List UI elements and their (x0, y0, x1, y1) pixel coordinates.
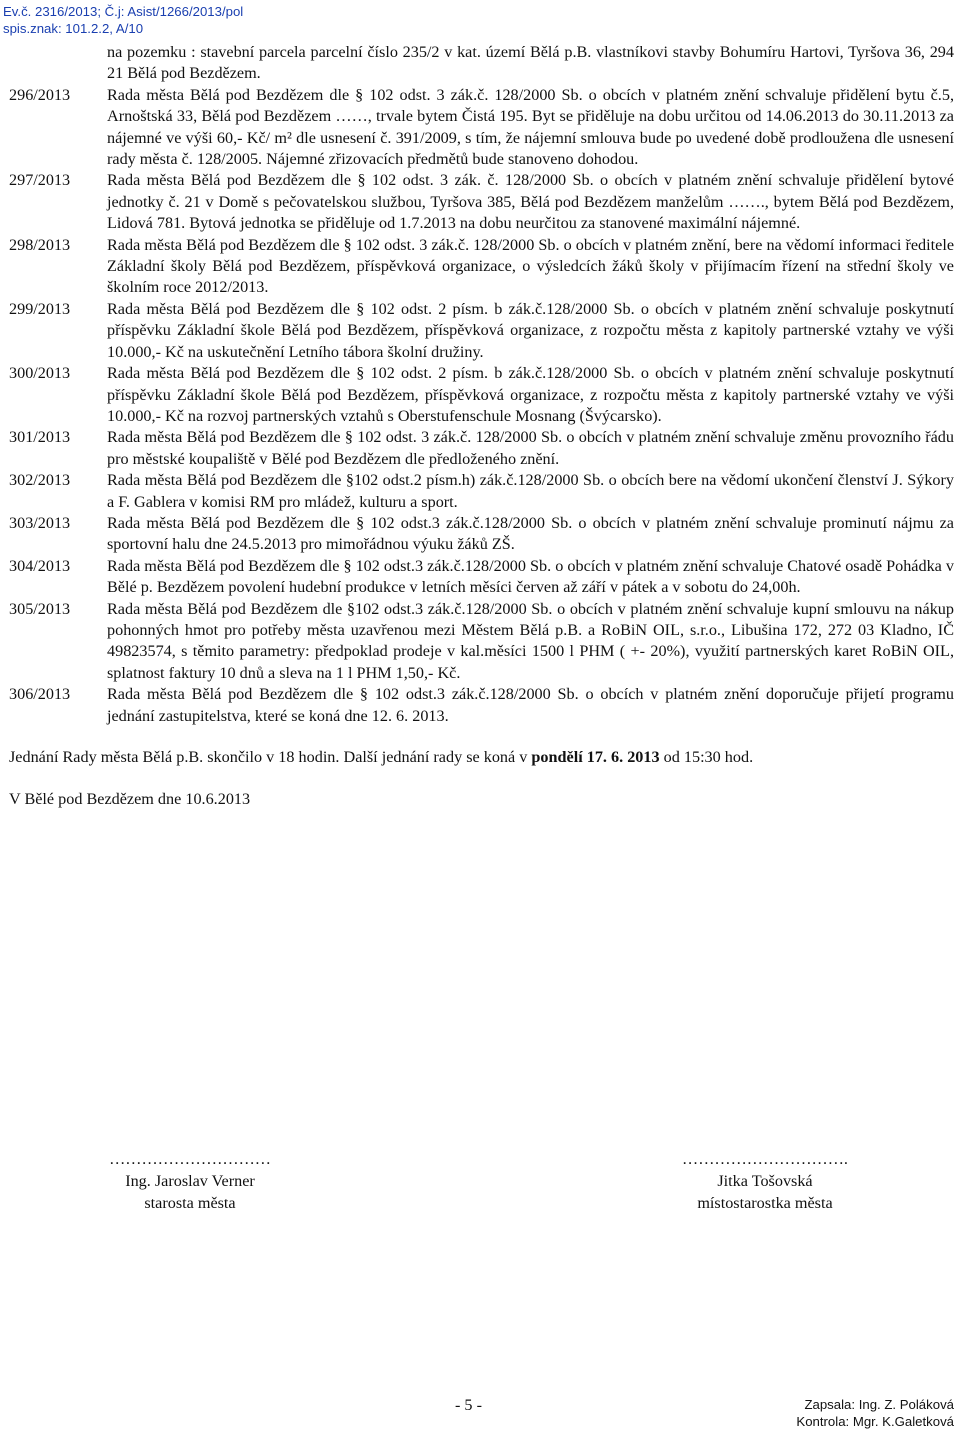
resolution-text: Rada města Bělá pod Bezdězem dle § 102 odst. 3 zák.č. 128/2000 Sb. o obcích v platném znění, bere na vědomí informaci ředitele Základní školy Bělá pod Bezdězem, příspěvková organizace, o výsledcích žáků školy v přijímacím řízení na střední školy ve školním roce 2012/2013. (107, 235, 954, 297)
resolution-item (9, 363, 954, 427)
meeting-closing-note (9, 747, 954, 768)
signatory-name: Jitka Tošovská (717, 1172, 813, 1190)
resolution-item (9, 513, 954, 556)
closing-text: Jednání Rady města Bělá p.B. skončilo v 18 hodin. Další jednání rady se koná v (9, 748, 532, 766)
document-body (9, 42, 954, 811)
resolution-text: Rada města Bělá pod Bezdězem dle § 102 odst. 2 písm. b zák.č.128/2000 Sb. o obcích v platném znění schvaluje poskytnutí příspěvku Základní škole Bělá pod Bezdězem, příspěvková organizace, z rozpočtu města z kapitoly partnerské vztahy ve výši 10.000,- Kč na uskutečnění Letního tábora školní družiny. (107, 299, 954, 361)
resolution-text: Rada města Bělá pod Bezdězem dle § 102 odst. 2 písm. b zák.č.128/2000 Sb. o obcích v platném znění schvaluje poskytnutí příspěvku Základní škole Bělá pod Bezdězem, příspěvková organizace, z rozpočtu města z kapitoly partnerské vztahy ve výši 10.000,- Kč na rozvoj partnerských vztahů s Oberstufenschule Mosnang (Švýcarsko). (107, 364, 954, 425)
checked-by: Kontrola: Mgr. K.Galetková (796, 1414, 954, 1429)
resolution-text: Rada města Bělá pod Bezdězem dle § 102 odst.3 zák.č.128/2000 Sb. o obcích v platném znění doporučuje přijetí programu jednání zastupitelstva, které se koná dne 12. 6. 2013. (107, 685, 954, 725)
signatory-role: starosta města (144, 1194, 236, 1212)
signatory-role: místostarostka města (697, 1194, 833, 1212)
document-reference-stamp (3, 3, 243, 37)
next-meeting-date: pondělí 17. 6. 2013 (531, 748, 660, 766)
signature-line: …………………………. (682, 1150, 848, 1168)
continued-resolution-text: na pozemku : stavební parcela parcelní číslo 235/2 v kat. území Bělá p.B. vlastníkovi stavby Bohumíru Hartovi, Tyršova 36, 294 21 Bělá pod Bezdězem. (107, 43, 954, 83)
resolution-number: 305/2013 (9, 599, 71, 618)
resolution-text: Rada města Bělá pod Bezdězem dle § 102 odst.3 zák.č.128/2000 Sb. o obcích v platném znění schvaluje Chatové osadě Pohádka v Bělé p. Bezdězem povolení hudební produkce v letních měsíci červen až září v pátek a v sobotu do 24,00h. (107, 556, 954, 597)
signatory-name: Ing. Jaroslav Verner (125, 1172, 255, 1190)
resolution-item (9, 85, 954, 171)
page-number: - 5 - (455, 1396, 482, 1414)
resolution-text: Rada města Bělá pod Bezdězem dle §102 odst.2 písm.h) zák.č.128/2000 Sb. o obcích bere na vědomí ukončení členství J. Sýkory a F. Gablera v komisi RM pro mládež, kulturu a sport. (107, 471, 954, 511)
resolution-number: 296/2013 (9, 85, 71, 104)
closing-time: od 15:30 hod. (659, 748, 754, 766)
resolution-list (9, 85, 954, 727)
resolution-item (9, 427, 954, 470)
signature-line: ………………………… (109, 1150, 271, 1168)
place-and-date: V Bělé pod Bezdězem dne 10.6.2013 (9, 790, 251, 809)
resolution-text: Rada města Bělá pod Bezdězem dle § 102 odst. 3 zák. č. 128/2000 Sb. o obcích v platném znění schvaluje přidělení bytové jednotky č. 21 v Domě s pečovatelskou službou, Tyršova 385, Bělá pod Bezdězem manželům ……., bytem Bělá pod Bezdězem, Lidová 781. Bytová jednotka se přiděluje od 1.7.2013 na dobu neurčitou za stanovené maximální nájemné. (107, 171, 954, 233)
resolution-item (9, 470, 954, 513)
written-by: Zapsala: Ing. Z. Poláková (804, 1397, 954, 1412)
resolution-number: 301/2013 (9, 428, 71, 447)
resolution-number: 298/2013 (9, 235, 71, 254)
resolution-number: 304/2013 (9, 556, 71, 575)
resolution-number: 303/2013 (9, 513, 71, 532)
resolution-item (9, 684, 954, 727)
resolution-text: Rada města Bělá pod Bezdězem dle § 102 odst. 3 zák.č. 128/2000 Sb. o obcích v platném znění schvaluje změnu provozního řádu pro městské koupaliště v Bělé pod Bezdězem dle předloženého znění. (107, 428, 954, 468)
resolution-text: Rada města Bělá pod Bezdězem dle § 102 odst. 3 zák.č. 128/2000 Sb. o obcích v platném znění schvaluje přidělení bytu č.5, Arnoštská 33, Bělá pod Bezdězem ……, trvale bytem Čistá 195. Byt se přiděluje na dobu určitou od 14.06.2013 do 30.11.2013 za nájemné ve výši 60,- Kč/ m² dle usnesení č. 391/2009, s tím, že nájemní smlouva bude po uvedené době prodloužena dle usnesení rady města č. 128/2005. Nájemné zřizovacích předmětů bude stanoveno dohodou. (107, 85, 954, 169)
resolution-item (9, 235, 954, 299)
signature-mayor (70, 1148, 310, 1214)
reference-number: Ev.č. 2316/2013; Č.j: Asist/1266/2013/pol (3, 4, 244, 19)
minutes-credits (796, 1396, 954, 1430)
resolution-text: Rada města Bělá pod Bezdězem dle § 102 odst.3 zák.č.128/2000 Sb. o obcích v platném znění schvaluje prominutí nájmu za sportovní halu dne 24.5.2013 pro mimořádnou výuku žáků ZŠ. (107, 513, 954, 554)
resolution-number: 297/2013 (9, 171, 71, 190)
resolution-number: 306/2013 (9, 685, 71, 704)
signature-deputy-mayor (620, 1148, 910, 1214)
resolution-item (9, 556, 954, 599)
resolution-item (9, 299, 954, 363)
resolution-item (9, 599, 954, 685)
resolution-item (9, 170, 954, 234)
resolution-text: Rada města Bělá pod Bezdězem dle §102 odst.3 zák.č.128/2000 Sb. o obcích v platném znění schvaluje kupní smlouvu na nákup pohonných hmot pro potřeby města uzavřenou mezi Městem Bělá p.B. a RoBiN OIL, s.r.o., Libušina 172, 272 03 Kladno, IČ 49823574, s těmito parametry: předpoklad prodeje v kal.měsíci 1500 l PHM ( +- 20%), využití partnerských karet RoBiN OIL, splatnost faktury 10 dnů a sleva na 1 l PHM 1,50,- Kč. (107, 599, 954, 682)
resolution-number: 300/2013 (9, 364, 71, 383)
resolution-number: 299/2013 (9, 299, 71, 318)
resolution-number: 302/2013 (9, 471, 71, 490)
file-mark: spis.znak: 101.2.2, A/10 (3, 21, 144, 36)
